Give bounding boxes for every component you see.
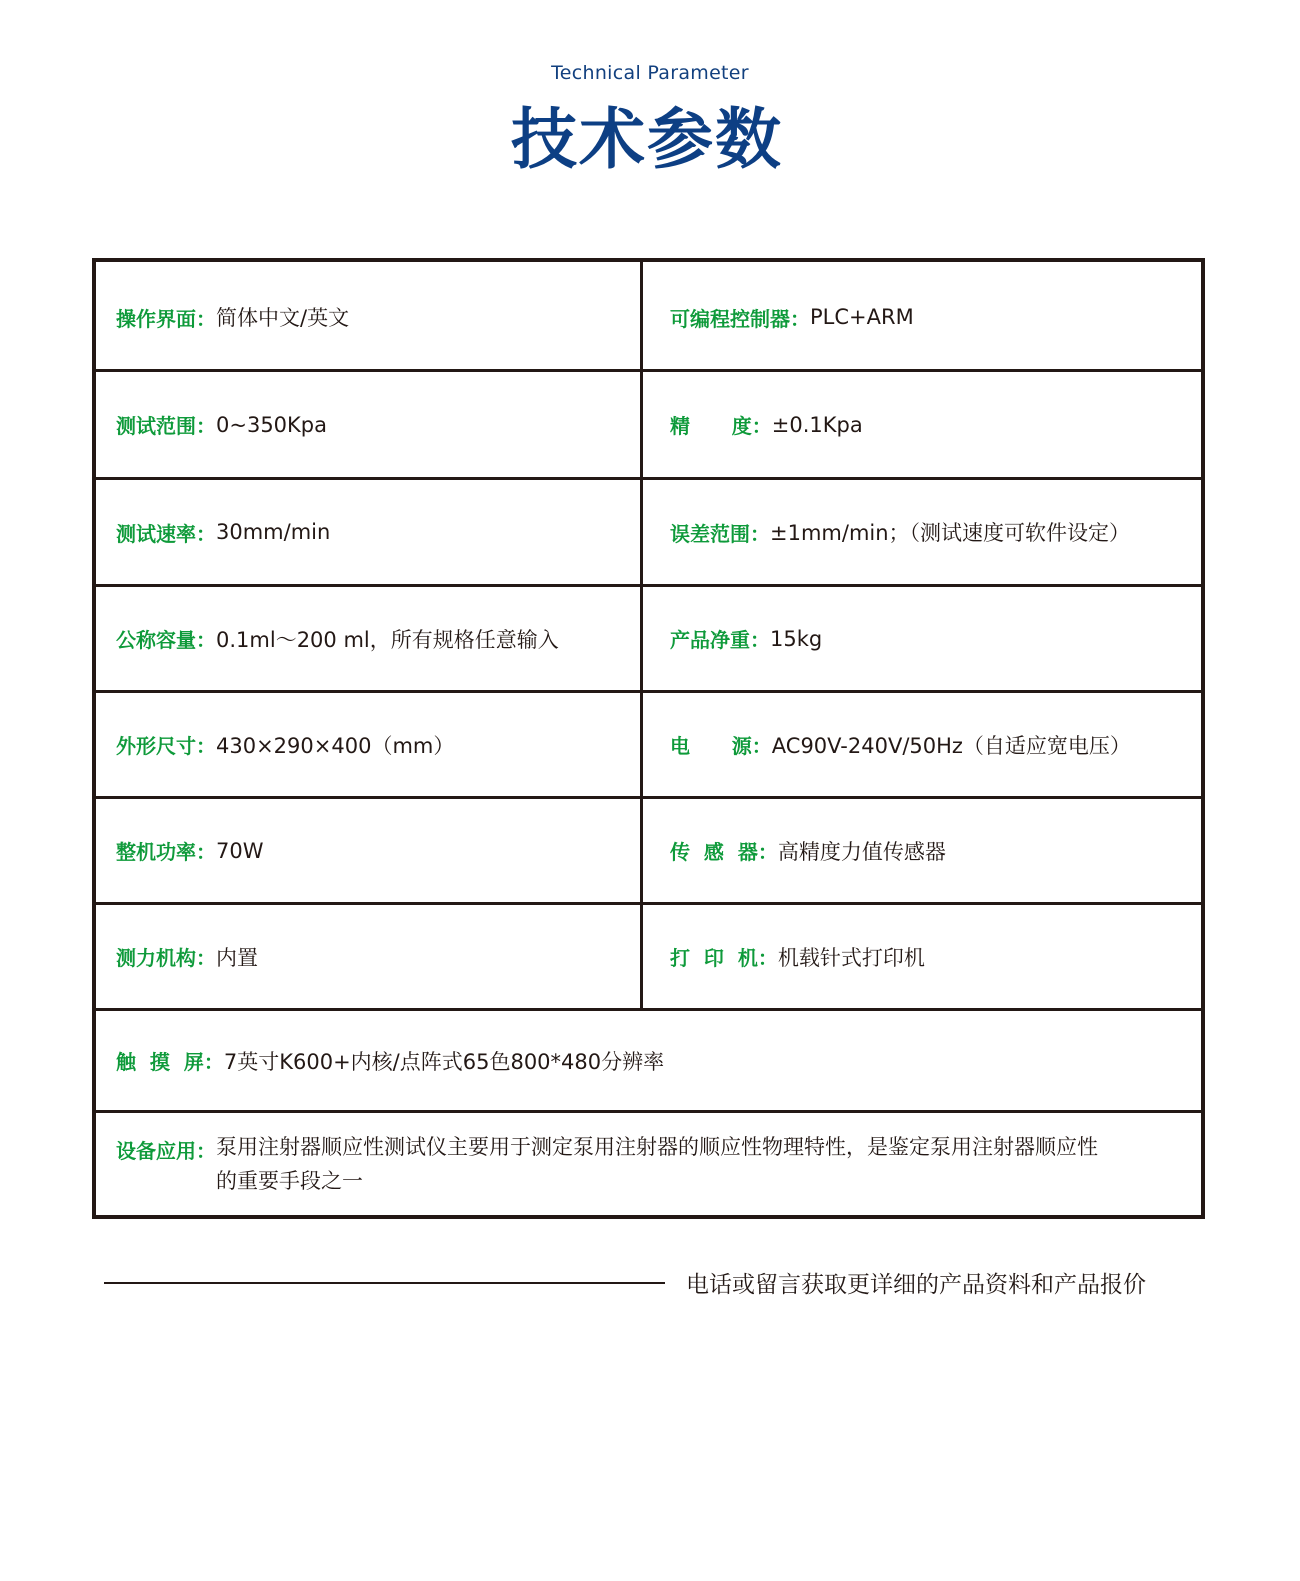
spec-label: 测力机构： — [116, 946, 216, 970]
spec-label: 打 印 机： — [670, 946, 778, 970]
spec-row — [96, 584, 1201, 690]
spec-cell-application — [96, 1113, 1201, 1215]
spec-row — [96, 1008, 1201, 1110]
spec-row — [96, 262, 1201, 372]
footer-contact-text: 电话或留言获取更详细的产品资料和产品报价 — [686, 1272, 1146, 1298]
spec-label: 触 摸 屏： — [116, 1050, 224, 1074]
spec-label: 操作界面： — [116, 306, 216, 331]
spec-cell-force-mechanism — [96, 905, 643, 1008]
spec-cell-power-supply — [643, 693, 1201, 796]
spec-label: 测试范围： — [116, 414, 216, 438]
spec-cell-printer — [643, 905, 1201, 1008]
spec-value: 430×290×400（mm） — [216, 733, 455, 758]
spec-row — [96, 902, 1201, 1008]
spec-label: 产品净重： — [670, 628, 770, 652]
spec-label: 精 度： — [670, 414, 772, 438]
spec-cell-test-speed — [96, 480, 643, 584]
spec-row — [96, 477, 1201, 584]
spec-cell-error-range — [643, 480, 1201, 584]
spec-cell-power — [96, 799, 643, 902]
spec-row — [96, 796, 1201, 902]
spec-cell-capacity — [96, 587, 643, 690]
spec-cell-dimensions — [96, 693, 643, 796]
spec-cell-test-range — [96, 372, 643, 477]
spec-label: 整机功率： — [116, 840, 216, 864]
spec-value: 泵用注射器顺应性测试仪主要用于测定泵用注射器的顺应性物理特性，是鉴定泵用注射器顺应性的重要手段之一 — [216, 1135, 1098, 1193]
subtitle: Technical Parameter — [551, 62, 749, 84]
spec-label: 传 感 器： — [670, 840, 778, 864]
spec-value: 内置 — [216, 945, 258, 970]
spec-value: AC90V-240V/50Hz（自适应宽电压） — [771, 733, 1131, 758]
spec-cell-sensor — [643, 799, 1201, 902]
spec-cell-interface — [96, 262, 643, 372]
spec-value: ±0.1Kpa — [771, 412, 863, 437]
spec-value: 0~350Kpa — [216, 412, 328, 437]
spec-row — [96, 690, 1201, 796]
spec-value: 70W — [216, 838, 264, 863]
spec-label: 电 源： — [670, 734, 772, 758]
spec-row — [96, 369, 1201, 477]
spec-cell-touchscreen — [96, 1011, 1201, 1110]
spec-label: 可编程控制器： — [670, 306, 810, 331]
spec-label: 测试速率： — [116, 521, 216, 546]
spec-value: 30mm/min — [216, 520, 331, 544]
spec-cell-controller — [643, 262, 1201, 372]
spec-label: 设备应用： — [116, 1139, 216, 1163]
spec-table — [92, 258, 1205, 1219]
spec-cell-precision — [643, 372, 1201, 477]
spec-cell-weight — [643, 587, 1201, 690]
spec-row — [96, 1110, 1201, 1215]
spec-label: 公称容量： — [116, 628, 216, 652]
page-title: 技术参数 — [511, 101, 783, 178]
footer-divider — [104, 1282, 665, 1284]
spec-label: 误差范围： — [670, 521, 770, 546]
spec-value: 高精度力值传感器 — [777, 839, 946, 864]
spec-value: 7英寸K600+内核/点阵式65色800*480分辨率 — [223, 1049, 665, 1074]
spec-value: PLC+ARM — [810, 305, 914, 329]
spec-value: ±1mm/min；（测试速度可软件设定） — [770, 521, 1131, 545]
spec-value: 0.1ml～200 ml，所有规格任意输入 — [216, 627, 559, 652]
spec-value: 简体中文/英文 — [216, 306, 350, 330]
spec-value: 机载针式打印机 — [777, 945, 925, 970]
spec-label: 外形尺寸： — [116, 734, 216, 758]
spec-value: 15kg — [770, 626, 823, 651]
